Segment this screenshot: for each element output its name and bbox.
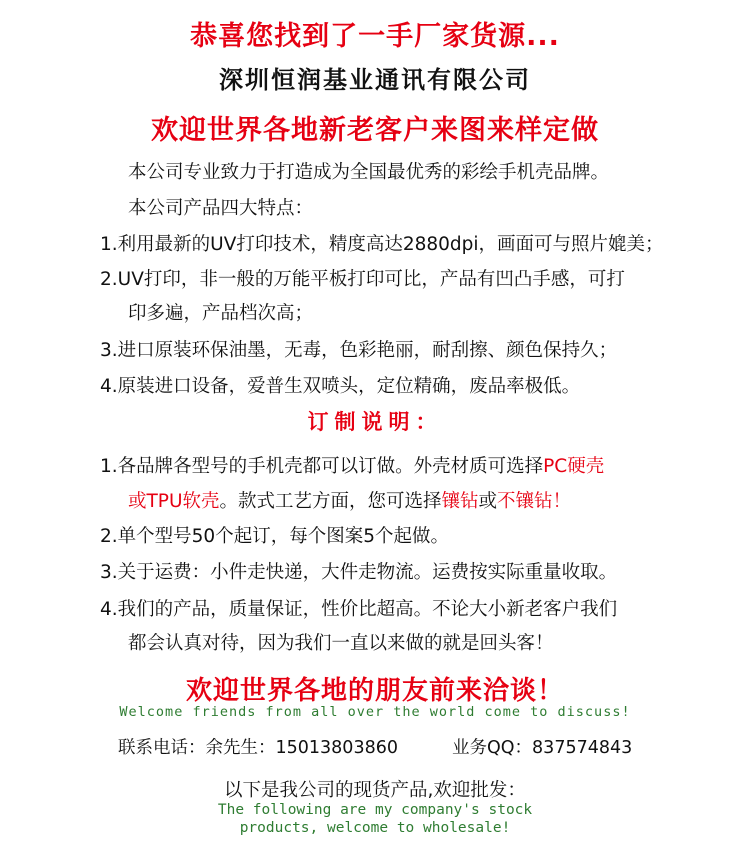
- style-option-text: 。款式工艺方面，您可选择: [219, 491, 442, 512]
- feature-4: 4.原装进口设备，爱普生双喷头，定位精确，废品率极低。: [100, 376, 581, 397]
- contact-qq: 业务QQ：837574843: [452, 738, 633, 758]
- rhinestone-text: 镶钻: [441, 491, 479, 512]
- no-rhinestone-text: 不镶钻！: [497, 491, 572, 512]
- stock-english-line-2: products, welcome to wholesale!: [239, 820, 511, 836]
- custom-welcome-heading: 欢迎世界各地新老客户来图来样定做: [151, 115, 599, 146]
- stock-heading: 以下是我公司的现货产品,欢迎批发：: [224, 780, 526, 801]
- pc-hard-case-text: PC硬壳: [543, 456, 605, 477]
- welcome-friends-english: Welcome friends from all over the world come to discuss!: [119, 704, 631, 720]
- tpu-soft-case-text: 或TPU软壳: [128, 491, 220, 512]
- feature-2-line-1: 2.UV打印，非一般的万能平板打印可比，产品有凹凸手感，可打: [100, 269, 625, 290]
- feature-2-line-2: 印多遍，产品档次高；: [128, 303, 314, 324]
- feature-1: 1.利用最新的UV打印技术，精度高达2880dpi，画面可与照片媲美；: [100, 234, 664, 255]
- intro-line-1: 本公司专业致力于打造成为全国最优秀的彩绘手机壳品牌。: [128, 162, 610, 183]
- custom-4-line-1: 4.我们的产品，质量保证，性价比超高。不论大小新老客户我们: [100, 599, 618, 620]
- custom-title: 订制说明：: [307, 410, 443, 434]
- custom-4-line-2: 都会认真对待，因为我们一直以来做的就是回头客！: [128, 633, 554, 654]
- custom-1-line-1: [100, 452, 604, 478]
- congrats-heading: 恭喜您找到了一手厂家货源...: [190, 21, 560, 52]
- company-name: 深圳恒润基业通讯有限公司: [219, 66, 531, 94]
- custom-3: 3.关于运费：小件走快递，大件走物流。运费按实际重量收取。: [100, 562, 618, 583]
- stock-english-line-1: The following are my company's stock: [217, 802, 533, 818]
- intro-line-2: 本公司产品四大特点：: [128, 198, 314, 219]
- or-text: 或: [478, 491, 498, 512]
- welcome-friends-heading: 欢迎世界各地的朋友前来洽谈！: [185, 676, 564, 706]
- custom-2: 2.单个型号50个起订，每个图案5个起做。: [100, 526, 449, 547]
- contact-phone: 联系电话：余先生：15013803860: [118, 738, 398, 758]
- custom-1-text: 1.各品牌各型号的手机壳都可以订做。外壳材质可选择: [100, 456, 544, 477]
- feature-3: 3.进口原装环保油墨，无毒，色彩艳丽，耐刮擦、颜色保持久；: [100, 340, 618, 361]
- custom-1-line-2: [128, 487, 571, 513]
